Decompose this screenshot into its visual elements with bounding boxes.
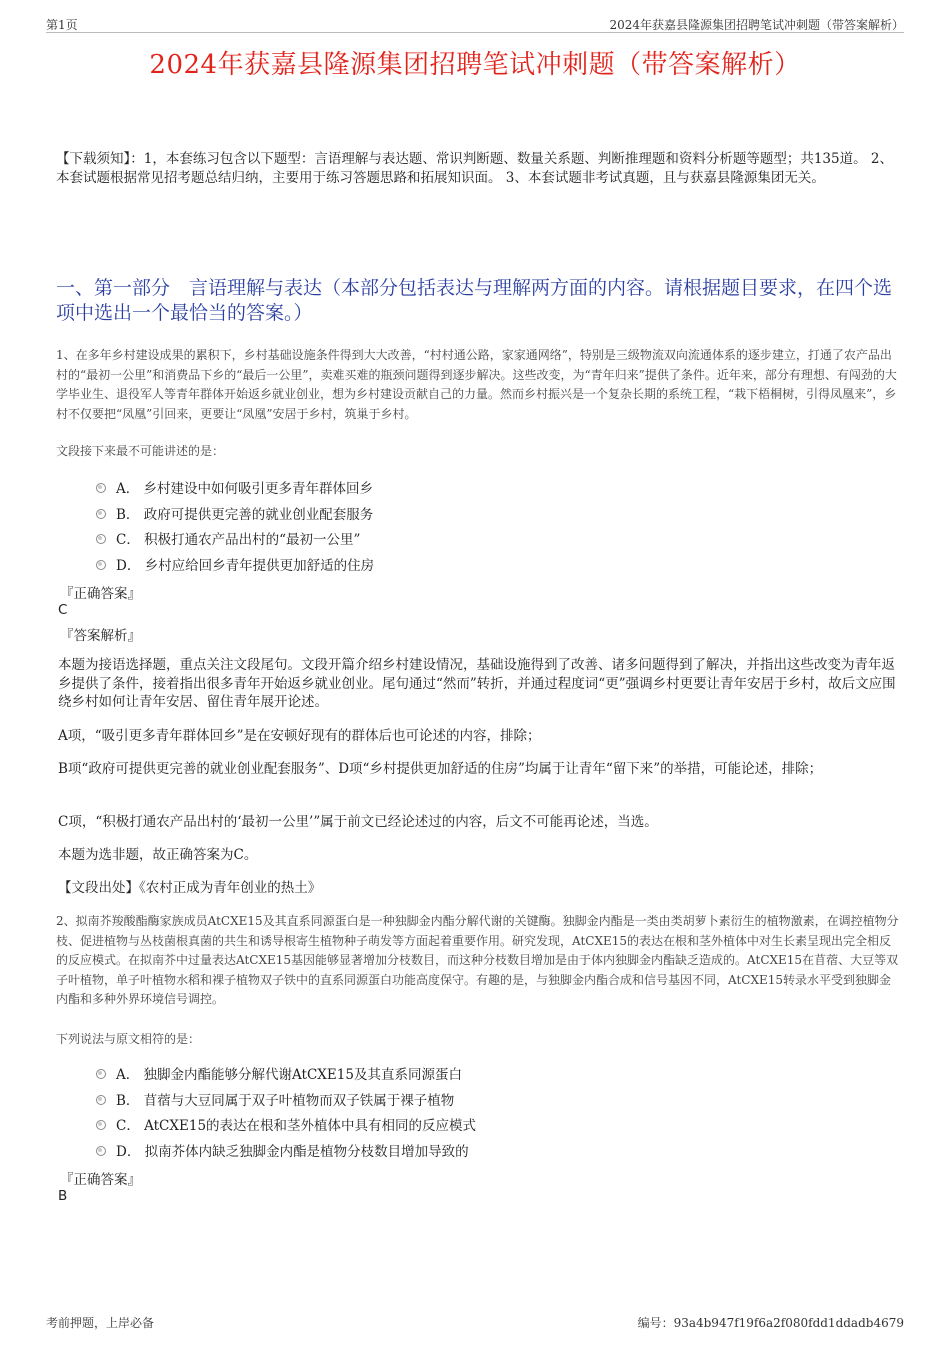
correct-answer-label: 『正确答案』 (60, 1172, 141, 1188)
radio-button-icon[interactable] (96, 1120, 106, 1130)
question-2-options (96, 1063, 796, 1165)
analysis-paragraph: A项，“吸引更多青年群体回乡”是在安顿好现有的群体后也可论述的内容，排除； (58, 728, 541, 744)
option-label: C． AtCXE15的表达在根和茎外植体中具有相同的反应模式 (116, 1118, 477, 1134)
option-b[interactable] (96, 503, 796, 529)
option-label: C． 积极打通农产品出村的“最初一公里” (116, 532, 361, 548)
radio-button-icon[interactable] (96, 509, 106, 519)
question-1-stem: 文段接下来最不可能讲述的是： (56, 444, 225, 458)
option-b[interactable] (96, 1089, 796, 1115)
radio-button-icon[interactable] (96, 483, 106, 493)
option-a[interactable] (96, 1063, 796, 1089)
option-a[interactable] (96, 477, 796, 503)
correct-answer-label: 『正确答案』 (60, 586, 141, 602)
option-label: A． 独脚金内酯能够分解代谢AtCXE15及其直系同源蛋白 (116, 1067, 462, 1083)
document-title: 2024年获嘉县隆源集团招聘笔试冲刺题（带答案解析） (149, 50, 801, 80)
option-c[interactable] (96, 1114, 796, 1140)
footer-serial: 编号：93a4b947f19f6a2f080fdd1ddadb4679 (637, 1316, 904, 1330)
analysis-paragraph: C项，“积极打通农产品出村的‘最初一公里’”属于前文已经论述过的内容，后文不可能再论述，当选。 (58, 814, 658, 830)
section-heading: 一、第一部分 言语理解与表达（本部分包括表达与理解两方面的内容。请根据题目要求，在四个选项中选出一个最恰当的答案。） (56, 277, 893, 324)
radio-button-icon[interactable] (96, 1069, 106, 1079)
question-1-options (96, 477, 796, 579)
question-1-passage: 1、在多年乡村建设成果的累积下，乡村基础设施条件得到大大改善，“村村通公路，家家通网络”，特别是三级物流双向流通体系的逐步建立，打通了农产品出村的“最初一公里”和消费品下乡的“最后一公里”，卖难买难的瓶颈问题得到逐步解决。这些改变，为“青年归来”提供了条件。近年来，部分有理想、有闯劲的大学毕业生、退役军人等青年群体开始返乡就业创业，想为乡村建设贡献自己的力量。然而乡村振兴是一个复杂长期的系统工程，“栽下梧桐树，引得凤凰来”，乡村不仅要把“凤凰”引回来，更要让“凤凰”安居于乡村，筑巢于乡村。 (56, 348, 897, 421)
radio-button-icon[interactable] (96, 534, 106, 544)
correct-answer-value: B (58, 1188, 68, 1204)
radio-button-icon[interactable] (96, 560, 106, 570)
analysis-paragraph: B项“政府可提供更完善的就业创业配套服务”、D项“乡村提供更加舒适的住房”均属于让青年“留下来”的举措，可能论述，排除； (58, 761, 823, 777)
passage-source: 【文段出处】《农村正成为青年创业的热土》 (58, 880, 322, 896)
correct-answer-value: C (58, 602, 68, 618)
option-d[interactable] (96, 554, 796, 580)
question-2-stem: 下列说法与原文相符的是： (56, 1032, 201, 1046)
header-doc-title: 2024年获嘉县隆源集团招聘笔试冲刺题（带答案解析） (609, 18, 904, 32)
page-header (46, 14, 904, 33)
analysis-paragraph: 本题为选非题，故正确答案为C。 (58, 847, 258, 863)
option-c[interactable] (96, 528, 796, 554)
option-d[interactable] (96, 1140, 796, 1166)
option-label: A． 乡村建设中如何吸引更多青年群体回乡 (116, 481, 374, 497)
radio-button-icon[interactable] (96, 1095, 106, 1105)
option-label: B． 苜蓿与大豆同属于双子叶植物而双子铁属于裸子植物 (116, 1092, 455, 1109)
download-notice: 【下载须知】：1，本套练习包含以下题型：言语理解与表达题、常识判断题、数量关系题、判断推理题和资料分析题等题型；共135道。 2、本套试题根据常见招考题总结归纳，主要用于练习答题思路和拓展知识面。 3、本套试题非考试真题，且与获嘉县隆源集团无关。 (56, 151, 893, 186)
footer-slogan: 考前押题，上岸必备 (46, 1316, 155, 1330)
question-2-passage: 2、拟南芥羧酸酯酶家族成员AtCXE15及其直系同源蛋白是一种独脚金内酯分解代谢的关键酶。独脚金内酯是一类由类胡萝卜素衍生的植物激素，在调控植物分枝、促进植物与丛枝菌根真菌的共生和诱导根寄生植物种子萌发等方面起着重要作用。研究发现，AtCXE15的表达在根和茎外植体中对生长素呈现出完全相反的反应模式。在拟南芥中过量表达AtCXE15基因能够显著增加分枝数目，而这种分枝数目增加是由于体内独脚金内酯缺乏造成的。AtCXE15在苜蓿、大豆等双子叶植物，单子叶植物水稻和裸子植物双子铁中的直系同源蛋白功能高度保守。有趣的是，与独脚金内酯合成和信号基因不同，AtCXE15转录水平受到独脚金内酯和多种外界环境信号调控。 (56, 914, 899, 1006)
option-label: D． 拟南芥体内缺乏独脚金内酯是植物分枝数目增加导致的 (116, 1143, 469, 1160)
analysis-paragraph: 本题为接语选择题，重点关注文段尾句。文段开篇介绍乡村建设情况，基础设施得到了改善、诸多问题得到了解决，并指出这些改变为青年返乡提供了条件，接着指出很多青年开始返乡就业创业。尾句通过“然而”转折，并通过程度词“更”强调乡村更要让青年安居于乡村，故后文应围绕乡村如何让青年安居、留住青年展开论述。 (58, 657, 896, 710)
radio-button-icon[interactable] (96, 1146, 106, 1156)
page-number: 第1页 (46, 18, 78, 32)
option-label: B． 政府可提供更完善的就业创业配套服务 (116, 506, 374, 523)
option-label: D． 乡村应给回乡青年提供更加舒适的住房 (116, 557, 375, 574)
analysis-label: 『答案解析』 (60, 628, 141, 644)
